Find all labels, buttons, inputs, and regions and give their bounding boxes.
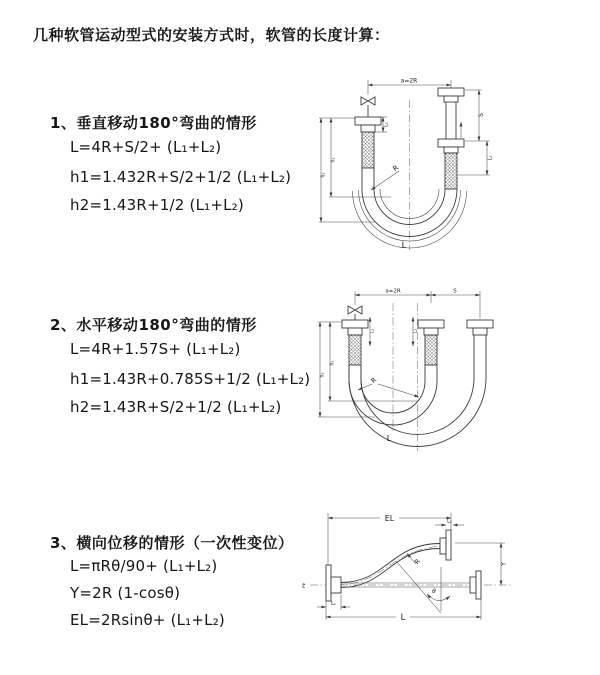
diagram-horizontal-bend-180 (313, 283, 513, 453)
dim-label-s: S (453, 288, 457, 295)
dimension-annotations (319, 78, 494, 252)
hose-drawing (326, 530, 481, 601)
section-1-formula-h2: h2=1.43R+1/2 (L₁+L₂) (70, 196, 244, 214)
diagram-vertical-bend-180 (313, 70, 508, 260)
section-1-formula-h1: h1=1.432R+S/2+1/2 (L₁+L₂) (70, 168, 292, 186)
section-3-formula-Y: Y=2R (1-cosθ) (70, 584, 181, 602)
section-2-formula-h1: h1=1.43R+0.785S+1/2 (L₁+L₂) (70, 370, 311, 388)
dim-label-h1: h₁ (329, 360, 336, 366)
dim-label-h2: h₂ (319, 372, 326, 378)
dimension-annotations (302, 513, 508, 623)
dim-label-l2: L₂ (413, 328, 419, 334)
section-2-formula-L: L=4R+1.57S+ (L₁+L₂) (70, 340, 241, 358)
section-1-formula-L: L=4R+S/2+ (L₁+L₂) (70, 138, 222, 156)
dim-label-el: EL (384, 514, 395, 523)
dim-label-l2: L₂ (447, 518, 452, 525)
valve-icon (361, 97, 375, 117)
page-title: 几种软管运动型式的安装方式时，软管的长度计算： (33, 26, 390, 44)
diagram-lateral-displacement (298, 503, 533, 643)
dim-label-l1: L₁ (370, 328, 376, 334)
section-2-heading: 2、水平移动180°弯曲的情形 (50, 316, 257, 334)
dim-label-a2r: a=2R (385, 288, 401, 295)
dim-label-h1: h₁ (330, 157, 337, 163)
radius-label-r: R (391, 163, 401, 174)
angle-label-theta: θ (432, 588, 436, 595)
section-3-formula-EL: EL=2Rsinθ+ (L₁+L₂) (70, 611, 225, 629)
dim-label-h2: h₂ (320, 172, 327, 178)
axis-label-z: z̄ (302, 582, 306, 590)
length-label-l: L (386, 434, 392, 443)
dim-label-l1: L₁ (383, 122, 390, 127)
dim-label-a2r: a=2R (400, 77, 418, 85)
section-1-heading: 1、垂直移动180°弯曲的情形 (50, 114, 257, 132)
section-2-formula-h2: h2=1.43R+S/2+1/2 (L₁+L₂) (70, 398, 282, 416)
radius-label-r: R (412, 557, 422, 567)
length-label-l: L (400, 613, 406, 623)
dim-label-y: Y (499, 562, 508, 566)
dim-label-s: S (478, 113, 485, 117)
dim-label-l1: L₁ (331, 601, 336, 607)
length-label-l: L (401, 241, 407, 251)
dim-label-l2: L₂ (487, 155, 494, 161)
centerline (393, 303, 418, 451)
radius-label-r: R (369, 375, 379, 385)
valve-icon (348, 306, 362, 320)
section-3-heading: 3、横向位移的情形（一次性变位） (50, 534, 294, 552)
section-3-formula-L: L=πRθ/90+ (L₁+L₂) (70, 557, 218, 575)
